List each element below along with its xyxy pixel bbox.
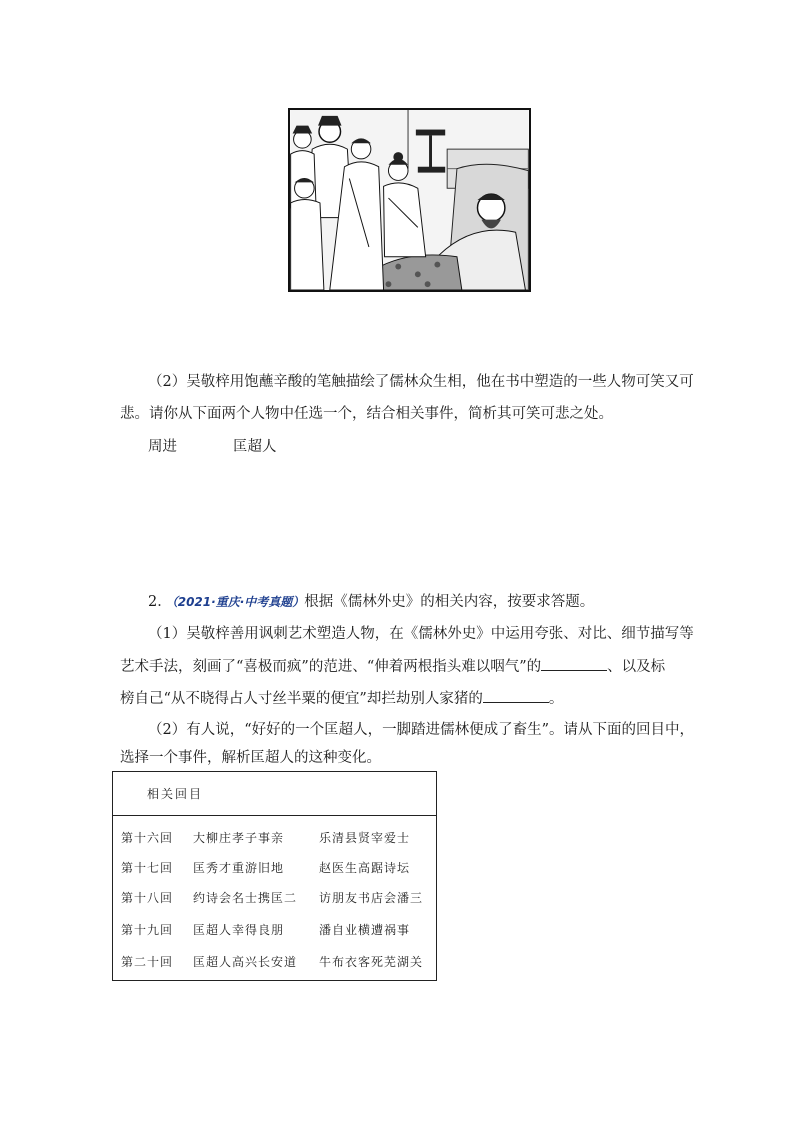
q2-part2-line2: 选择一个事件，解析匡超人的这种变化。 bbox=[120, 750, 381, 766]
answer-blank-2[interactable] bbox=[483, 688, 549, 703]
scholars-illustration bbox=[288, 108, 531, 292]
q2-heading bbox=[148, 592, 594, 612]
ink-drawing-image bbox=[290, 110, 529, 290]
question-source-link[interactable]: （2021·重庆·中考真题） bbox=[171, 595, 305, 609]
option-kuang-chaoren: 匡超人 bbox=[233, 439, 277, 455]
q1-part2-line2: 悲。请你从下面两个人物中任选一个，结合相关事件，简析其可笑可悲之处。 bbox=[120, 406, 613, 422]
question-prompt: 根据《儒林外史》的相关内容，按要求答题。 bbox=[304, 594, 595, 610]
option-zhou-jin: 周进 bbox=[148, 439, 177, 455]
q2-part2-line1: （2）有人说，“好好的一个匡超人，一脚踏进儒林便成了畜生”。请从下面的回目中， bbox=[148, 722, 695, 738]
answer-blank-1[interactable] bbox=[541, 656, 607, 671]
q1-part2-line1: （2）吴敬梓用饱蘸辛酸的笔触描绘了儒林众生相，他在书中塑造的一些人物可笑又可 bbox=[148, 374, 694, 390]
chapter-list-table: 相关回目 第十六回 大柳庄孝子事亲 乐清县贤宰爱士 第十七回 匡秀才重游旧地 赵医生高踞诗坛 第十八回 约诗会名士携匡二 访朋友书店会潘三 第十九回 匡超人幸得良朋 潘自业横遭祸事 第二十回 匡超人高兴长安道 牛布衣客死芜湖关 bbox=[112, 771, 437, 981]
q2-part1-line3: 榜自己“从不晓得占人寸丝半粟的便宜”却拦劫别人家猪的 。 bbox=[120, 688, 563, 709]
chapter-table-header: 相关回目 bbox=[113, 772, 436, 816]
q2-part1-line1: （1）吴敬梓善用讽刺艺术塑造人物，在《儒林外史》中运用夸张、对比、细节描写等 bbox=[148, 626, 694, 642]
character-options bbox=[148, 437, 277, 457]
question-number: 2． bbox=[148, 594, 172, 610]
q2-part1-line2: 艺术手法，刻画了“喜极而疯”的范进、“伸着两根指头难以咽气”的 、以及标 bbox=[120, 656, 665, 677]
